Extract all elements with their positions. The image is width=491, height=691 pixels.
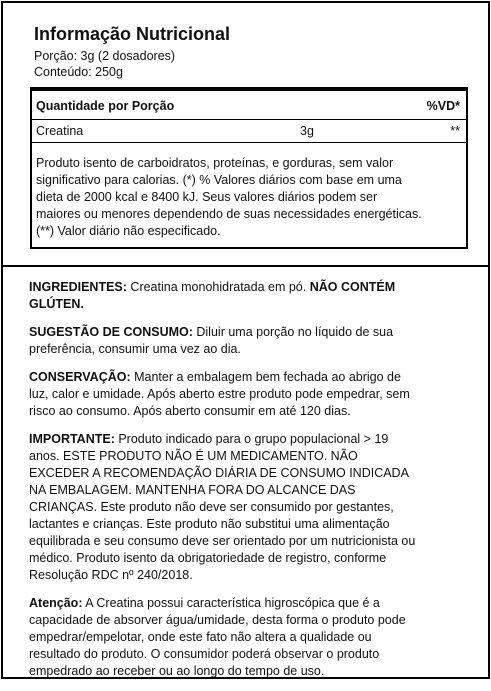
attention-text: empedrar/empelotar, onde este fato não altera a qualidade ou (29, 630, 372, 644)
conservation-text: Manter a embalagem bem fechada ao abrigo de (130, 370, 401, 384)
suggestion-text: Diluir uma porção no líquido de sua (192, 325, 394, 339)
nutrient-amount: 3g (300, 124, 314, 138)
header-quantity: Quantidade por Porção (36, 99, 175, 113)
important-text: NA EMBALAGEM. MANTENHA FORA DO ALCANCE DAS (29, 483, 356, 497)
gluten-warning-cont: GLÚTEN. (29, 297, 84, 311)
conservation-text: luz, calor e umidade. Após aberto estre produto pode empedrar, sem (29, 387, 410, 401)
important-text: lactantes e crianças. Este produto não substitui uma alimentação (29, 517, 390, 531)
attention-section (29, 595, 469, 680)
important-text: CRIANÇAS. Este produto não deve ser consumido por gestantes, (29, 500, 394, 514)
nutrient-name: Creatina (36, 124, 84, 138)
ingredients-label: INGREDIENTES: (29, 280, 127, 294)
nutrition-table-header (32, 89, 466, 120)
important-text: Produto indicado para o grupo populacional > 19 (114, 432, 389, 446)
footnote-line: maiores ou menores dependendo de suas necessidades energéticas. (36, 207, 422, 221)
footnote-line: significativo para calorias. (*) % Valores diários com base em uma (36, 173, 402, 187)
portion-text: Porção: 3g (2 dosadores) (34, 49, 176, 63)
ingredients-section (29, 279, 469, 313)
attention-label: Atenção: (29, 596, 83, 610)
nutrition-table (30, 87, 468, 249)
conservation-text: risco ao consumo. Após aberto consumir em até 120 dias. (29, 404, 351, 418)
gluten-warning: NÃO CONTÉM (309, 280, 396, 294)
ingredients-text: Creatina monohidratada em pó. (126, 280, 310, 294)
nutrient-daily-value: ** (450, 124, 460, 138)
suggestion-section (29, 324, 469, 358)
header-daily-value: %VD* (426, 99, 460, 113)
product-info (29, 279, 469, 691)
attention-text: resultado do produto. O consumidor poderá observar o produto (29, 647, 380, 661)
important-text: EXCEDER A RECOMENDAÇÃO DIÁRIA DE CONSUMO INDICADA (29, 466, 409, 480)
important-text: equilibrada e seu consumo deve ser orientado por um nutricionista ou (29, 534, 416, 548)
nutrition-facts-section (3, 3, 488, 267)
conservation-label: CONSERVAÇÃO: (29, 370, 131, 384)
footnote-line: (**) Valor diário não especificado. (36, 224, 221, 238)
conservation-section (29, 369, 469, 420)
content-text: Conteúdo: 250g (34, 65, 123, 79)
important-text: Resolução RDC nº 240/2018. (29, 568, 193, 582)
nutrition-title: Informação Nutricional (34, 24, 231, 44)
important-text: anos. ESTE PRODUTO NÃO É UM MEDICAMENTO. NÃO (29, 449, 358, 463)
nutrition-footnote (36, 155, 462, 240)
label-panel (1, 1, 490, 679)
footnote-line: Produto isento de carboidratos, proteínas, e gorduras, sem valor (36, 156, 394, 170)
suggestion-text: preferência, consumir uma vez ao dia. (29, 342, 241, 356)
attention-text: A Creatina possui característica higroscópica que é a (82, 596, 380, 610)
important-label: IMPORTANTE: (29, 432, 115, 446)
attention-text: capacidade de absorver água/umidade, desta forma o produto pode (29, 613, 406, 627)
table-row (32, 118, 466, 143)
important-section (29, 431, 469, 584)
important-text: médico. Produto isento da obrigatoriedade de registro, conforme (29, 551, 387, 565)
footnote-line: dieta de 2000 kcal e 8400 kJ. Seus valores diários podem ser (36, 190, 378, 204)
attention-text: empedrado ao receber ou ao longo do tempo de uso. (29, 664, 325, 678)
suggestion-label: SUGESTÃO DE CONSUMO: (29, 325, 193, 339)
